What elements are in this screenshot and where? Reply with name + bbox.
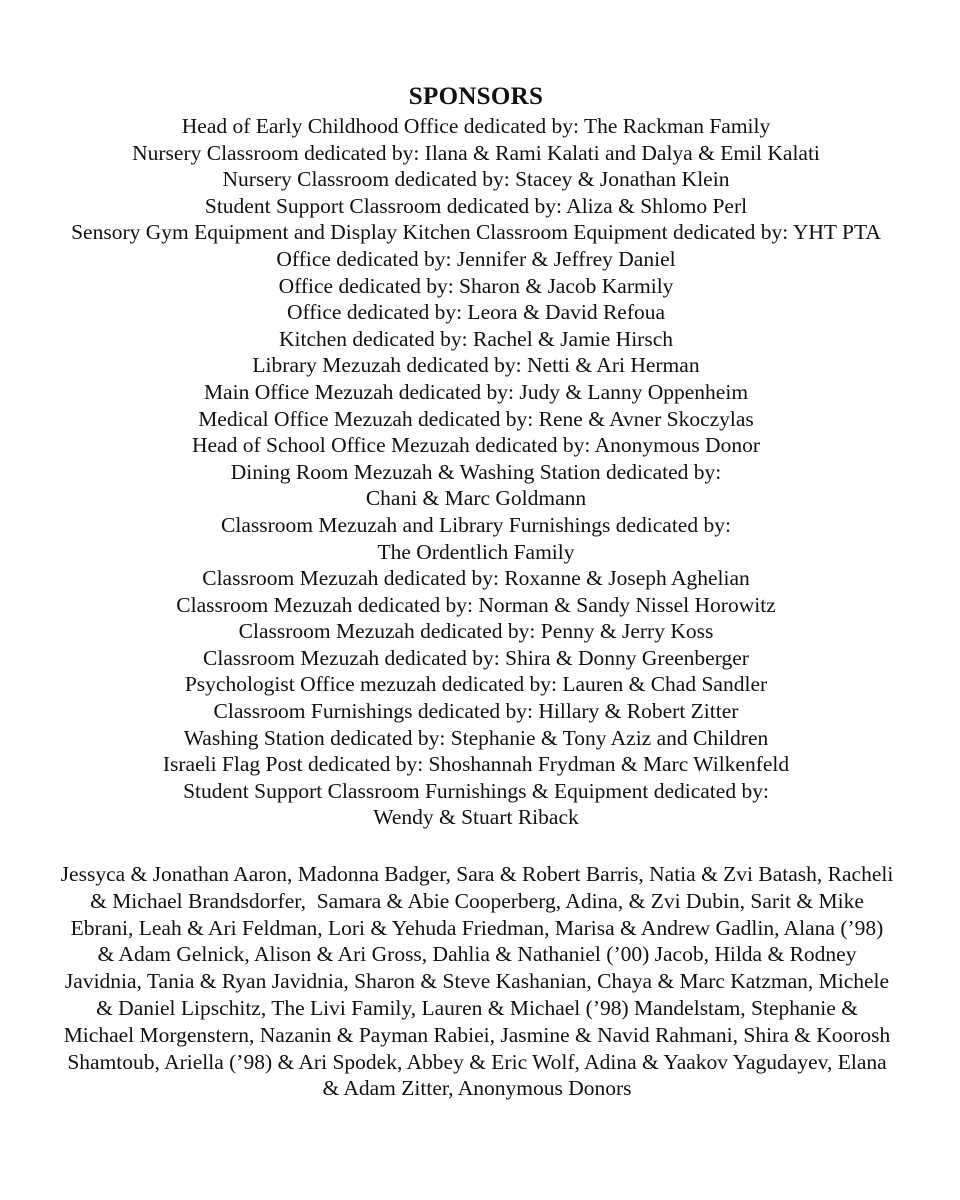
dedication-text: Office dedicated by: Leora & David Refoua (286, 300, 666, 325)
dedication-text: Dining Room Mezuzah & Washing Station dedicated by: (230, 459, 722, 484)
dedication-text: Kitchen dedicated by: Rachel & Jamie Hirsch (278, 326, 674, 351)
donor-line: & Michael Brandsdorfer, Samara & Abie Cooperberg, Adina, & Zvi Dubin, Sarit & Mike (90, 888, 864, 913)
dedication-text: Classroom Mezuzah dedicated by: Shira & Donny Greenberger (203, 645, 749, 670)
dedication-list (0, 113, 952, 831)
dedication-text: Head of School Office Mezuzah dedicated by: Anonymous Donor (191, 433, 760, 458)
dedication-text: Main Office Mezuzah dedicated by: Judy & Lanny Oppenheim (203, 379, 749, 404)
dedication-text: Student Support Classroom Furnishings & Equipment dedicated by: (183, 778, 769, 803)
dedication-text: Classroom Mezuzah dedicated by: Penny & Jerry Koss (238, 619, 714, 644)
dedication-item (0, 273, 952, 300)
dedication-text: Library Mezuzah dedicated by: Netti & Ari Herman (252, 353, 700, 378)
dedication-item (0, 219, 952, 246)
dedication-item (0, 671, 952, 698)
dedication-item (0, 379, 952, 406)
donor-line: Shamtoub, Ariella (’98) & Ari Spodek, Abbey & Eric Wolf, Adina & Yaakov Yagudayev, Elana (67, 1049, 887, 1074)
dedication-item (0, 326, 952, 353)
dedication-item (0, 618, 952, 645)
dedication-item (0, 592, 952, 619)
dedication-text: Classroom Mezuzah and Library Furnishings dedicated by: (221, 512, 731, 537)
dedication-item (0, 565, 952, 592)
dedication-item (0, 725, 952, 752)
dedication-item (0, 113, 952, 140)
dedication-text: Office dedicated by: Jennifer & Jeffrey Daniel (276, 246, 676, 271)
donor-line: & Adam Zitter, Anonymous Donors (322, 1076, 632, 1101)
dedication-item (0, 352, 952, 379)
donor-line: & Adam Gelnick, Alison & Ari Gross, Dahlia & Nathaniel (’00) Jacob, Hilda & Rodney (97, 942, 857, 967)
dedication-donor: The Ordentlich Family (377, 539, 575, 564)
page-title: SPONSORS (408, 83, 544, 110)
donor-line: Jessyca & Jonathan Aaron, Madonna Badger, Sara & Robert Barris, Natia & Zvi Batash, Racheli (60, 862, 894, 886)
dedication-text: Classroom Mezuzah dedicated by: Norman & Sandy Nissel Horowitz (176, 592, 776, 617)
dedication-item (0, 246, 952, 273)
dedication-item (0, 166, 952, 193)
dedication-text: Office dedicated by: Sharon & Jacob Karmily (278, 273, 674, 298)
dedication-donor: Chani & Marc Goldmann (365, 486, 587, 511)
dedication-item (0, 751, 952, 778)
dedication-item (0, 193, 952, 220)
dedication-text: Medical Office Mezuzah dedicated by: Rene & Avner Skoczylas (198, 406, 754, 431)
dedication-item (0, 459, 952, 512)
donor-list (22, 861, 932, 1102)
dedication-item (0, 512, 952, 565)
dedication-text: Nursery Classroom dedicated by: Stacey & Jonathan Klein (222, 167, 730, 192)
dedication-text: Head of Early Childhood Office dedicated by: The Rackman Family (181, 114, 771, 138)
dedication-text: Psychologist Office mezuzah dedicated by: Lauren & Chad Sandler (184, 672, 768, 697)
dedication-text: Israeli Flag Post dedicated by: Shoshannah Frydman & Marc Wilkenfeld (162, 752, 790, 777)
dedication-item (0, 698, 952, 725)
donor-line: Michael Morgenstern, Nazanin & Payman Rabiei, Jasmine & Navid Rahmani, Shira & Koorosh (63, 1022, 891, 1047)
donor-line: & Daniel Lipschitz, The Livi Family, Lauren & Michael (’98) Mandelstam, Stephanie & (96, 995, 858, 1020)
dedication-item (0, 778, 952, 831)
donor-line: Ebrani, Leah & Ari Feldman, Lori & Yehuda Friedman, Marisa & Andrew Gadlin, Alana (’98) (70, 915, 884, 940)
donor-line: Javidnia, Tania & Ryan Javidnia, Sharon & Steve Kashanian, Chaya & Marc Katzman, Michele (64, 969, 890, 994)
dedication-text: Nursery Classroom dedicated by: Ilana & Rami Kalati and Dalya & Emil Kalati (132, 140, 820, 165)
dedication-item (0, 140, 952, 167)
dedication-donor: Wendy & Stuart Riback (373, 805, 579, 830)
dedication-text: Student Support Classroom dedicated by: Aliza & Shlomo Perl (204, 193, 748, 218)
dedication-item (0, 299, 952, 326)
dedication-text: Classroom Furnishings dedicated by: Hillary & Robert Zitter (213, 699, 739, 724)
dedication-text: Sensory Gym Equipment and Display Kitchen Classroom Equipment dedicated by: YHT PTA (71, 220, 881, 245)
dedication-text: Washing Station dedicated by: Stephanie & Tony Aziz and Children (183, 725, 769, 750)
dedication-text: Classroom Mezuzah dedicated by: Roxanne & Joseph Aghelian (202, 566, 750, 591)
dedication-item (0, 406, 952, 433)
dedication-item (0, 432, 952, 459)
dedication-item (0, 645, 952, 672)
